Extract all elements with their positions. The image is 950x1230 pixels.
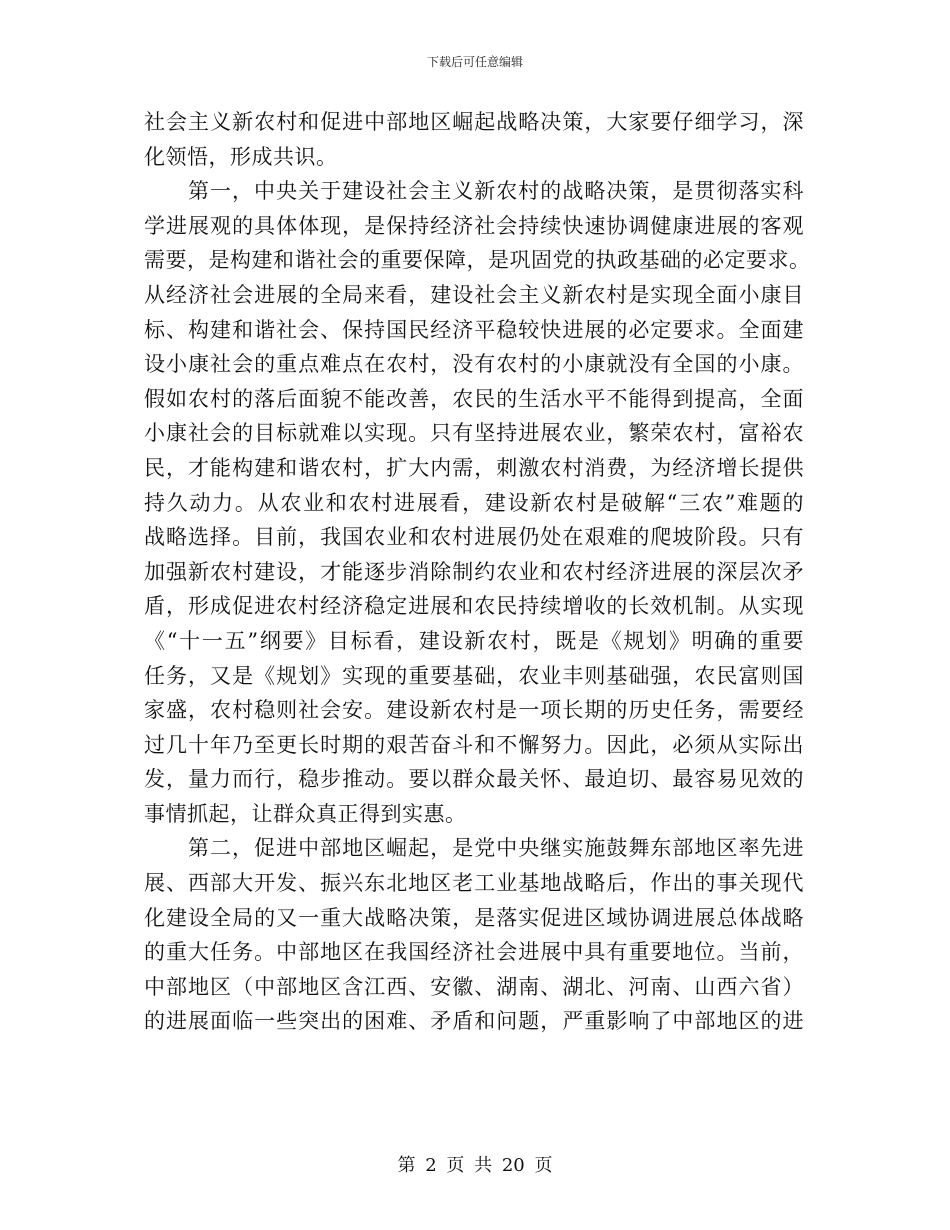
page-number-footer: 第 2 页 共 20 页 (397, 1155, 553, 1176)
text-line: 发，量力而行，稳步推动。要以群众最关怀、最迫切、最容易见效的 (144, 767, 804, 792)
text-line: 盾，形成促进农村经济稳定进展和农民持续增收的长效机制。从实现 (144, 594, 804, 619)
text-line: 的重大任务。中部地区在我国经济社会进展中具有重要地位。当前， (144, 940, 804, 965)
document-body (144, 105, 811, 1039)
text-line: 中部地区（中部地区含江西、安徽、湖南、湖北、河南、山西六省） (144, 974, 804, 999)
text-line: 展、西部大开发、振兴东北地区老工业基地战略后，作出的事关现代 (144, 871, 804, 896)
text-line: 民，才能构建和谐农村，扩大内需，刺激农村消费，为经济增长提供 (144, 455, 804, 480)
text-line: 小康社会的目标就难以实现。只有坚持进展农业，繁荣农村，富裕农 (144, 421, 804, 446)
text-line: 从经济社会进展的全局来看，建设社会主义新农村是实现全面小康目 (144, 282, 804, 307)
text-line: 持久动力。从农业和农村进展看，建设新农村是破解“三农”难题的 (144, 490, 804, 515)
text-line: 第一，中央关于建设社会主义新农村的战略决策，是贯彻落实科 (188, 179, 804, 204)
text-line: 的进展面临一些突出的困难、矛盾和问题，严重影响了中部地区的进 (144, 1009, 804, 1034)
text-line: 战略选择。目前，我国农业和农村进展仍处在艰难的爬坡阶段。只有 (144, 525, 804, 550)
text-line: 设小康社会的重点难点在农村，没有农村的小康就没有全国的小康。 (144, 352, 804, 377)
text-line: 第二，促进中部地区崛起，是党中央继实施鼓舞东部地区率先进 (188, 836, 804, 861)
text-line: 加强新农村建设，才能逐步消除制约农业和农村经济进展的深层次矛 (144, 559, 804, 584)
text-line: 任务，又是《规划》实现的重要基础，农业丰则基础强，农民富则国 (144, 663, 804, 688)
text-line: 标、构建和谐社会、保持国民经济平稳较快进展的必定要求。全面建 (144, 317, 804, 342)
text-line: 家盛，农村稳则社会安。建设新农村是一项长期的历史任务，需要经 (144, 698, 804, 723)
page-header: 下载后可任意编辑 (426, 55, 523, 69)
text-line: 事情抓起，让群众真正得到实惠。 (144, 801, 467, 826)
text-line: 《“十一五”纲要》目标看，建设新农村，既是《规划》明确的重要 (144, 628, 804, 653)
text-line: 社会主义新农村和促进中部地区崛起战略决策，大家要仔细学习，深 (144, 110, 804, 134)
text-line: 学进展观的具体体现，是保持经济社会持续快速协调健康进展的客观 (144, 213, 804, 238)
text-line: 化领悟，形成共识。 (144, 144, 338, 169)
text-line: 过几十年乃至更长时期的艰苦奋斗和不懈努力。因此，必须从实际出 (144, 732, 804, 757)
text-line: 假如农村的落后面貌不能改善，农民的生活水平不能得到提高，全面 (144, 386, 804, 411)
text-line: 化建设全局的又一重大战略决策，是落实促进区域协调进展总体战略 (144, 905, 804, 930)
text-line: 需要，是构建和谐社会的重要保障，是巩固党的执政基础的必定要求。 (144, 248, 811, 273)
